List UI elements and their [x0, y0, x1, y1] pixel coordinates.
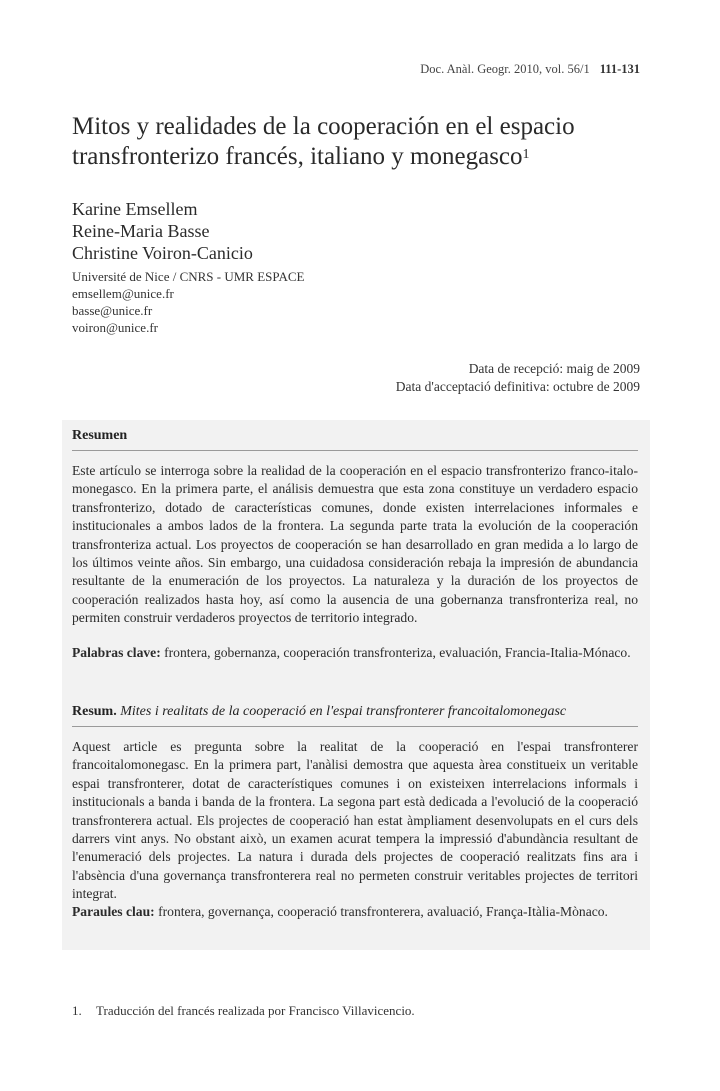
resum-heading-label: Resum. — [72, 704, 117, 719]
received-date: Data de recepció: maig de 2009 — [468, 361, 640, 376]
title-line-1: Mitos y realidades de la cooperación en el espacio — [72, 113, 575, 140]
running-head — [420, 62, 640, 77]
author-name: Reine-Maria Basse — [72, 221, 210, 241]
author-email: emsellem@unice.fr — [72, 286, 174, 301]
title-line-2: transfronterizo francés, italiano y monegasco — [72, 143, 523, 170]
resum-keywords — [72, 903, 638, 921]
page-range: 111-131 — [599, 62, 640, 76]
author-email: voiron@unice.fr — [72, 320, 158, 335]
footnote-number: 1. — [72, 1003, 82, 1018]
keywords-list: frontera, governança, cooperació transfronterera, avaluació, França-Itàlia-Mònaco. — [158, 904, 608, 919]
article-title — [72, 112, 652, 172]
author-email: basse@unice.fr — [72, 303, 153, 318]
accepted-date: Data d'acceptació definitiva: octubre de 2009 — [395, 379, 640, 394]
keywords-list: frontera, gobernanza, cooperación transfronteriza, evaluación, Francia-Italia-Mónaco. — [164, 645, 631, 660]
resumen-paragraph: Este artículo se interroga sobre la realidad de la cooperación en el espacio transfronterizo franco-italo-monegasco. En la primera parte, el análisis demuestra que esta zona constituye un verdadero espacio transfronterizo, dotado de características comunes, donde existen interrelaciones informales e institucionales a ambos lados de la frontera. La segunda parte trata la evolución de la cooperación transfronteriza actual. Los proyectos de cooperación se han desarrollado en gran medida a lo largo de los últimos veinte años. Sin embargo, una cuidadosa consideración rebaja la impresión de abundancia resultante de la enumeración de los proyectos. La naturaleza y la duración de los proyectos de cooperación realizados hasta hoy, así como la ausencia de una gobernanza transfronteriza real, no permiten construir verdaderos proyectos de territorio integrado. — [72, 463, 638, 626]
resumen-heading — [72, 428, 638, 451]
resum-heading — [72, 704, 638, 727]
journal-citation: Doc. Anàl. Geogr. 2010, vol. 56/1 — [420, 62, 590, 76]
resumen-heading-label: Resumen — [72, 428, 128, 443]
author-block — [72, 198, 304, 336]
resum-heading-title: Mites i realitats de la cooperació en l'espai transfronterer francoitalomonegasc — [120, 704, 567, 719]
title-footnote-mark: 1 — [522, 147, 530, 162]
author-name: Karine Emsellem — [72, 199, 198, 219]
resum-paragraph: Aquest article es pregunta sobre la realitat de la cooperació en l'espai transfronterer francoitalomonegasc. En la primera part, l'anàlisi demostra que aquesta àrea constitueix un veritable espai transfronterer, dotat de característiques comunes i on existeixen interrelacions informals i institucionals a banda i banda de la frontera. La segona part està dedicada a l'evolució de la cooperació transfronterera actual. Els projectes de cooperació han estat àmpliament desenvolupats en el curs dels darrers vint anys. No obstant això, un examen acurat tempera la impressió d'abundància resultant de l'enumeració dels projectes. La natura i durada dels projectes de cooperació realitzats fins ara i l'absència d'una governança transfronterera real no permeten construir veritables projectes de territori integrat. — [72, 739, 638, 902]
keywords-label: Palabras clave: — [72, 645, 161, 660]
affiliation: Université de Nice / CNRS - UMR ESPACE — [72, 269, 305, 284]
keywords-label: Paraules clau: — [72, 904, 155, 919]
submission-dates — [396, 360, 640, 396]
footnote-text: Traducción del francés realizada por Francisco Villavicencio. — [96, 1003, 415, 1018]
footnote — [72, 1003, 415, 1019]
resumen-keywords — [72, 644, 638, 662]
author-name: Christine Voiron-Canicio — [72, 243, 253, 263]
